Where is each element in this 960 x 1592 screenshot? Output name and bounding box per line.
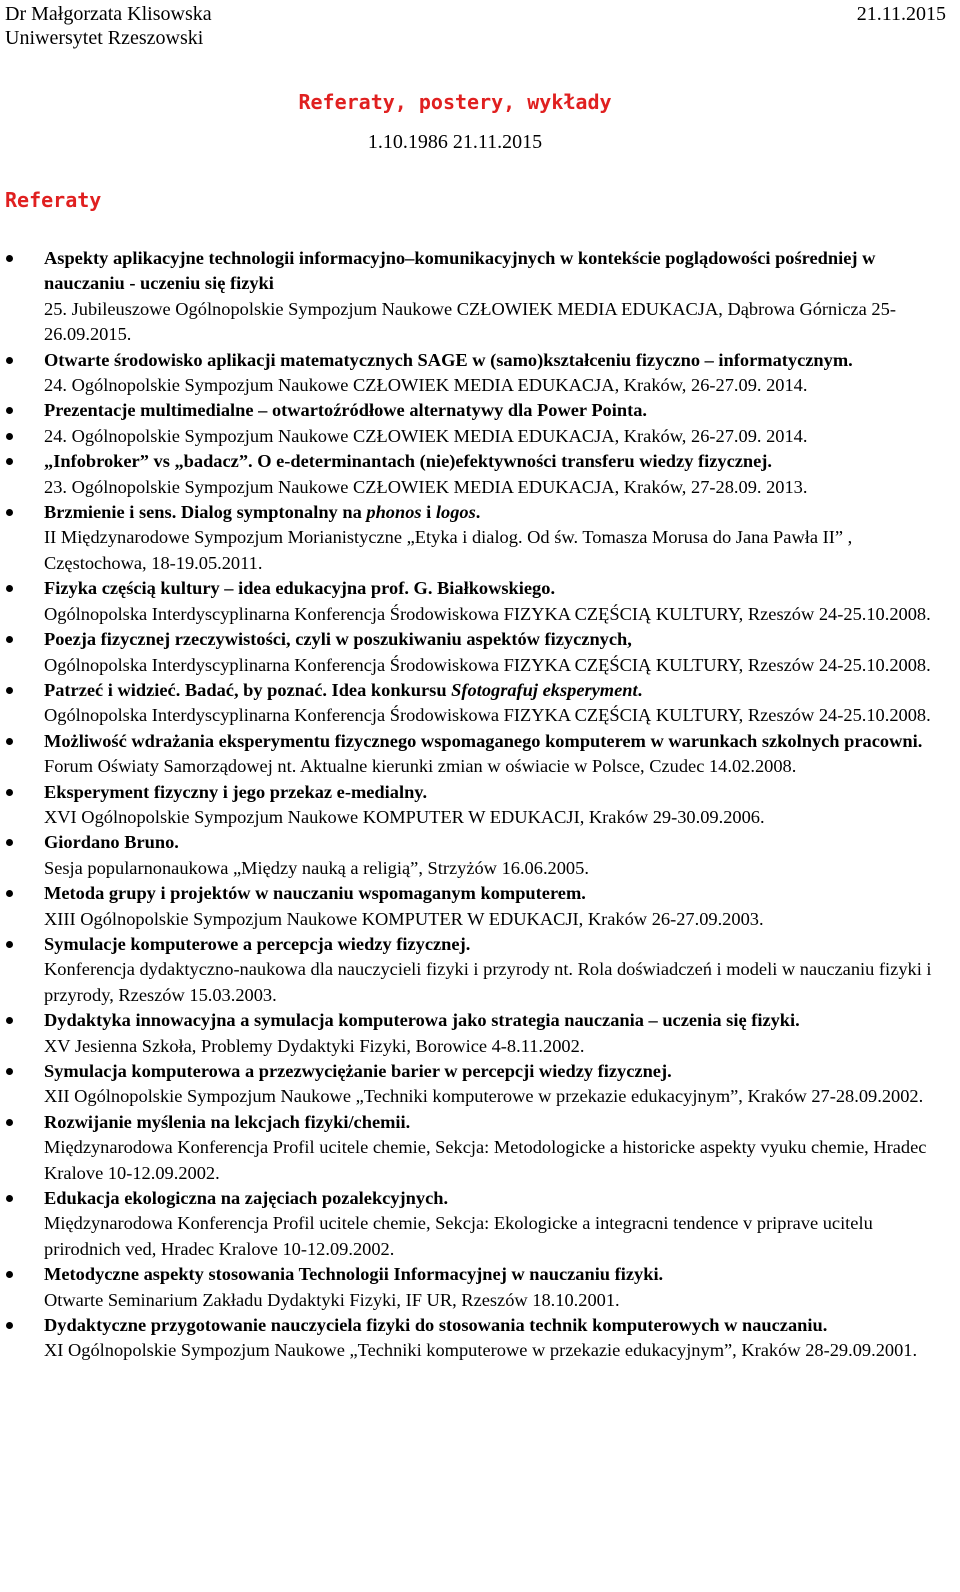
list-item — [0, 830, 950, 881]
author-name: Dr Małgorzata Klisowska — [5, 3, 212, 25]
entry-title: Patrzeć i widzieć. Badać, by poznać. Idea konkursu Sfotografuj eksperyment. — [44, 679, 643, 700]
header-left — [5, 2, 212, 50]
entry-venue: Ogólnopolska Interdyscyplinarna Konferencja Środowiskowa FIZYKA CZĘŚCIĄ KULTURY, Rzeszów 24-25.10.2008. — [44, 705, 931, 726]
list-item — [0, 424, 950, 449]
entry-venue: 23. Ogólnopolskie Sympozjum Naukowe CZŁOWIEK MEDIA EDUKACJA, Kraków, 27-28.09. 2013. — [44, 476, 808, 497]
entry-title: Symulacje komputerowe a percepcja wiedzy fizycznej. — [44, 933, 471, 954]
list-item — [0, 1059, 950, 1110]
entry-venue: Otwarte Seminarium Zakładu Dydaktyki Fizyki, IF UR, Rzeszów 18.10.2001. — [44, 1289, 620, 1310]
entry-venue: XV Jesienna Szkoła, Problemy Dydaktyki Fizyki, Borowice 4-8.11.2002. — [44, 1035, 585, 1056]
list-item — [0, 678, 950, 729]
entry-venue: XVI Ogólnopolskie Sympozjum Naukowe KOMPUTER W EDUKACJI, Kraków 29-30.09.2006. — [44, 806, 765, 827]
list-item — [0, 1110, 950, 1186]
entry-venue: 24. Ogólnopolskie Sympozjum Naukowe CZŁOWIEK MEDIA EDUKACJA, Kraków, 26-27.09. 2014. — [44, 375, 808, 396]
entry-title: Rozwijanie myślenia na lekcjach fizyki/chemii. — [44, 1111, 411, 1132]
entry-title: Metodyczne aspekty stosowania Technologii Informacyjnej w nauczaniu fizyki. — [44, 1264, 664, 1285]
entry-venue: XII Ogólnopolskie Sympozjum Naukowe „Techniki komputerowe w przekazie edukacyjnym”, Kraków 27-28.09.2002. — [44, 1086, 924, 1107]
list-item — [0, 1186, 950, 1262]
entry-title: Prezentacje multimedialne – otwartoźródłowe alternatywy dla Power Pointa. — [44, 400, 648, 421]
entry-venue: 25. Jubileuszowe Ogólnopolskie Sympozjum Naukowe CZŁOWIEK MEDIA EDUKACJA, Dąbrowa Górnicza 25-26.09.2015. — [44, 298, 896, 345]
list-item — [0, 348, 950, 399]
entry-venue: XIII Ogólnopolskie Sympozjum Naukowe KOMPUTER W EDUKACJI, Kraków 26-27.09.2003. — [44, 908, 764, 929]
page-title: Referaty, postery, wykłady — [298, 90, 612, 114]
list-item — [0, 881, 950, 932]
references-list — [0, 246, 950, 1364]
entry-title: Metoda grupy i projektów w nauczaniu wspomaganym komputerem. — [44, 883, 586, 904]
list-item — [0, 398, 950, 423]
list-item — [0, 1313, 950, 1364]
list-item — [0, 627, 950, 678]
entry-title: Poezja fizycznej rzeczywistości, czyli w poszukiwaniu aspektów fizycznych, — [44, 629, 632, 650]
entry-venue: XI Ogólnopolskie Sympozjum Naukowe „Techniki komputerowe w przekazie edukacyjnym”, Kraków 28-29.09.2001. — [44, 1340, 918, 1361]
university-name: Uniwersytet Rzeszowski — [5, 27, 204, 49]
entry-venue: Konferencja dydaktyczno-naukowa dla nauczycieli fizyki i przyrody nt. Rola doświadczeń i modeli w nauczaniu fizyki i przyrody, Rzeszów 15.03.2003. — [44, 959, 932, 1005]
entry-title: Aspekty aplikacyjne technologii informacyjno–komunikacyjnych w kontekście poglądowości pośredniej w nauczaniu - uczeniu się fizyki — [44, 248, 876, 294]
entry-venue: 24. Ogólnopolskie Sympozjum Naukowe CZŁOWIEK MEDIA EDUKACJA, Kraków, 26-27.09. 2014. — [44, 425, 808, 446]
entry-venue: Sesja popularnonaukowa „Między nauką a religią”, Strzyżów 16.06.2005. — [44, 857, 589, 878]
entry-title: Symulacja komputerowa a przezwyciężanie barier w percepcji wiedzy fizycznej. — [44, 1061, 672, 1081]
section-heading: Referaty — [5, 188, 102, 212]
header-date: 21.11.2015 — [856, 3, 946, 25]
list-item — [0, 729, 950, 780]
entry-venue: Ogólnopolska Interdyscyplinarna Konferencja Środowiskowa FIZYKA CZĘŚCIĄ KULTURY, Rzeszów 24-25.10.2008. — [44, 603, 931, 624]
list-item — [0, 1008, 950, 1059]
list-item — [0, 932, 950, 1008]
entry-title: Giordano Bruno. — [44, 832, 179, 853]
list-item — [0, 780, 950, 831]
list-item — [0, 449, 950, 500]
entry-title: Otwarte środowisko aplikacji matematycznych SAGE w (samo)kształceniu fizyczno – informatycznym. — [44, 349, 853, 370]
entry-title: Eksperyment fizyczny i jego przekaz e-medialny. — [44, 781, 428, 802]
entry-title: Dydaktyczne przygotowanie nauczyciela fizyki do stosowania technik komputerowych w nauczaniu. — [44, 1315, 828, 1336]
entry-title: Fizyka częścią kultury – idea edukacyjna prof. G. Białkowskiego. — [44, 578, 556, 599]
entry-venue: Ogólnopolska Interdyscyplinarna Konferencja Środowiskowa FIZYKA CZĘŚCIĄ KULTURY, Rzeszów 24-25.10.2008. — [44, 654, 931, 675]
date-range: 1.10.1986 21.11.2015 — [367, 131, 543, 153]
entry-title: „Infobroker” vs „badacz”. O e-determinantach (nie)efektywności transferu wiedzy fizycznej. — [44, 451, 773, 472]
entry-venue: Międzynarodowa Konferencja Profil ucitele chemie, Sekcja: Ekologicke a integracni tendence v priprave ucitelu prirodnich ved, Hradec Kralove 10-12.09.2002. — [44, 1213, 873, 1259]
entry-title: Edukacja ekologiczna na zajęciach pozalekcyjnych. — [44, 1188, 449, 1209]
entry-venue: II Międzynarodowe Sympozjum Morianistyczne „Etyka i dialog. Od św. Tomasza Morusa do Jana Pawła II” , Częstochowa, 18-19.05.2011. — [44, 527, 853, 573]
list-item — [0, 500, 950, 576]
list-item — [0, 1262, 950, 1313]
entry-venue: Międzynarodowa Konferencja Profil ucitele chemie, Sekcja: Metodologicke a historicke aspekty vyuku chemie, Hradec Kralove 10-12.09.2002. — [44, 1137, 927, 1183]
entry-title: Dydaktyka innowacyjna a symulacja komputerowa jako strategia nauczania – uczenia się fizyki. — [44, 1010, 800, 1031]
list-item — [0, 246, 950, 348]
list-item — [0, 576, 950, 627]
entry-venue: Forum Oświaty Samorządowej nt. Aktualne kierunki zmian w oświacie w Polsce, Czudec 14.02.2008. — [44, 756, 797, 777]
entry-title: Możliwość wdrażania eksperymentu fizycznego wspomaganego komputerem w warunkach szkolnych pracowni. — [44, 730, 923, 751]
entry-title: Brzmienie i sens. Dialog symptonalny na phonos i logos. — [44, 502, 481, 523]
